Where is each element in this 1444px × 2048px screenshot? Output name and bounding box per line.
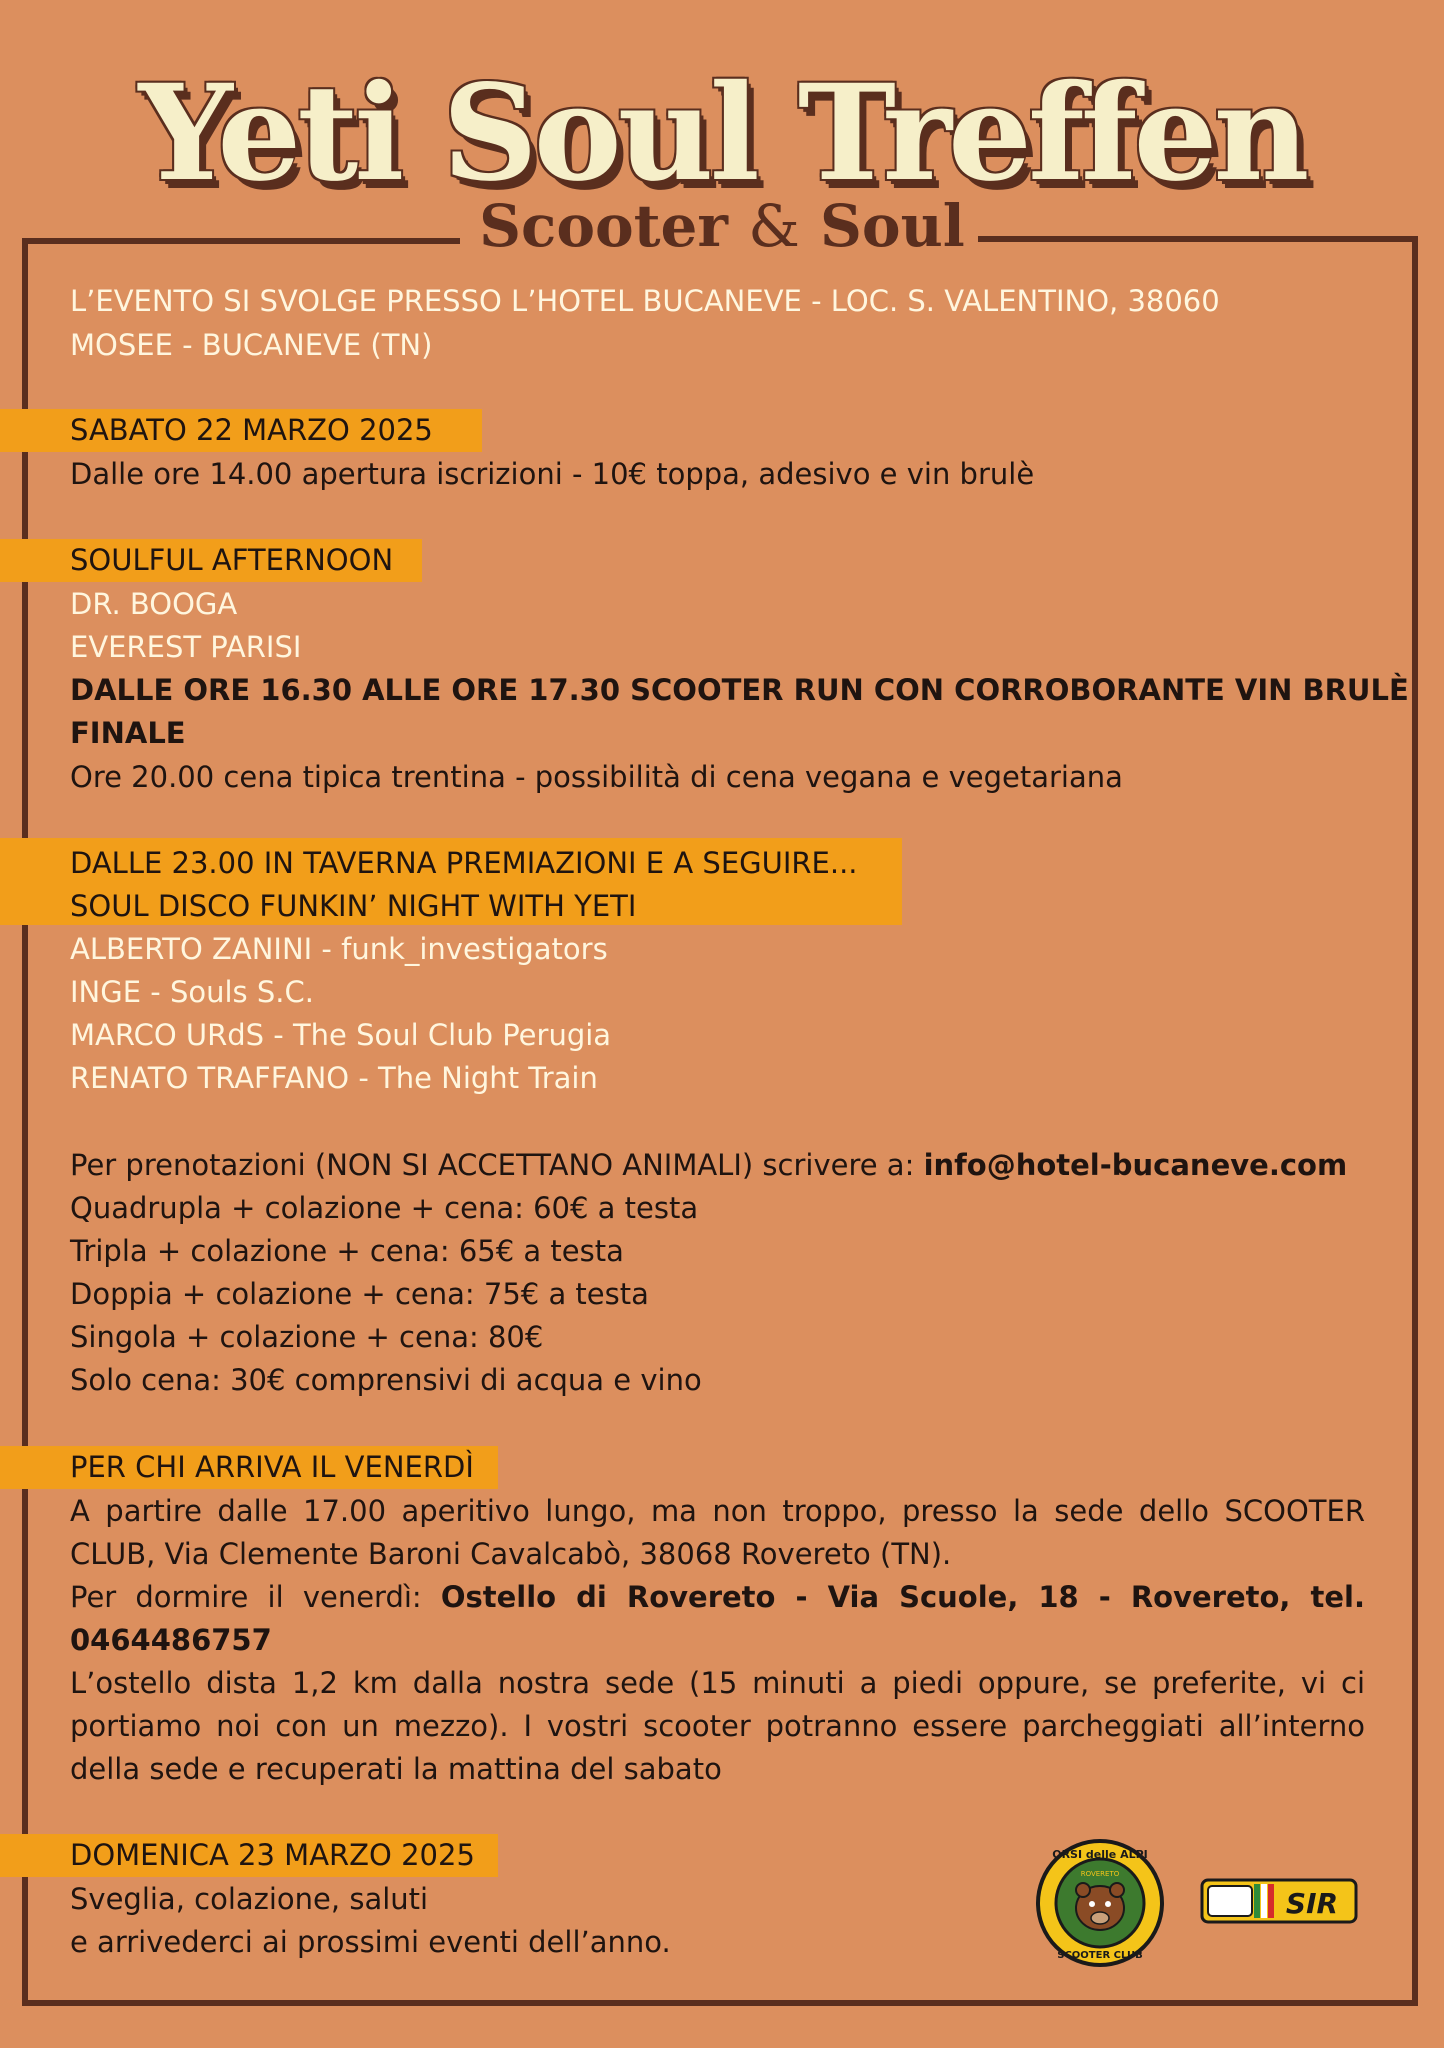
frame-right <box>1412 236 1418 2006</box>
friday-sleep-label: Per dormire il venerdì: <box>70 1580 441 1614</box>
hostel-line-1: L’ostello dista 1,2 km dalla nostra sede (15 minuti a piedi oppure, se preferite, vi ci <box>70 1666 1365 1700</box>
flag-green-stripe <box>1254 1884 1260 1918</box>
night-dj-3: MARCO URdS - The Soul Club Perugia <box>70 1018 612 1052</box>
night-dj-1: ALBERTO ZANINI - funk_investigators <box>70 932 608 966</box>
sunday-line-2: e arrivederci ai prossimi eventi dell’anno. <box>70 1925 671 1959</box>
bear-eye-right <box>1105 1901 1111 1907</box>
afternoon-dj-1: DR. BOOGA <box>70 587 238 621</box>
booking-line <box>70 1144 1365 1187</box>
scooter-run-line-1: DALLE ORE 16.30 ALLE ORE 17.30 SCOOTER RUN CON CORROBORANTE VIN BRULÈ <box>70 673 1409 707</box>
friday-heading: PER CHI ARRIVA IL VENERDÌ <box>70 1450 474 1484</box>
venue-line-2: MOSEE - BUCANEVE (TN) <box>70 328 433 362</box>
sunday-heading: DOMENICA 23 MARZO 2025 <box>70 1838 475 1872</box>
night-dj-2: INGE - Souls S.C. <box>70 975 314 1009</box>
friday-sleep-line <box>70 1576 1365 1619</box>
booking-email-link[interactable]: info@hotel-bucaneve.com <box>923 1148 1348 1182</box>
saturday-heading: SABATO 22 MARZO 2025 <box>70 413 433 447</box>
sunday-line-1: Sveglia, colazione, saluti <box>70 1882 429 1916</box>
hostel-line-3: della sede e recuperati la mattina del sabato <box>70 1752 722 1786</box>
flag-red-stripe <box>1268 1884 1274 1918</box>
orsi-logo-top-text: ORSI delle ALPI <box>1052 1848 1148 1861</box>
saturday-registration: Dalle ore 14.00 apertura iscrizioni - 10€ toppa, adesivo e vin brulè <box>70 457 1035 491</box>
scooter-run-line-2: FINALE <box>70 716 186 750</box>
friday-line-1: A partire dalle 17.00 aperitivo lungo, ma non troppo, presso la sede dello SCOOTER <box>70 1494 1365 1528</box>
poster-subtitle <box>0 194 1444 258</box>
bear-snout <box>1091 1912 1109 1924</box>
bear-eye-left <box>1089 1901 1095 1907</box>
sir-logo-text: SIR <box>1285 1887 1339 1920</box>
sir-logo <box>1200 1876 1358 1926</box>
friday-sleep-place: Ostello di Rovereto - Via Scuole, 18 - Rovereto, tel. <box>440 1580 1365 1614</box>
venue-line-1: L’EVENTO SI SVOLGE PRESSO L’HOTEL BUCANEVE - LOC. S. VALENTINO, 38060 <box>70 284 1220 318</box>
subtitle-ampersand: & <box>748 192 800 260</box>
frame-top-right <box>978 236 1418 242</box>
orsi-logo-bottom-text: SCOOTER CLUB <box>1057 1950 1143 1961</box>
orsi-logo-inner-text: ROVERETO <box>1080 1870 1120 1878</box>
subtitle-soul: Soul <box>820 192 965 260</box>
afternoon-dj-2: EVEREST PARISI <box>70 630 302 664</box>
scooter-icon <box>1208 1886 1252 1916</box>
afternoon-heading: SOULFUL AFTERNOON <box>70 543 394 577</box>
subtitle-scooter: Scooter <box>479 192 728 260</box>
bear-ear-right-icon <box>1110 1883 1124 1897</box>
price-singola: Singola + colazione + cena: 80€ <box>70 1320 544 1354</box>
frame-left <box>22 238 28 2006</box>
flag-white-stripe <box>1261 1884 1267 1918</box>
price-quadrupla: Quadrupla + colazione + cena: 60€ a testa <box>70 1191 699 1225</box>
price-tripla: Tripla + colazione + cena: 65€ a testa <box>70 1234 624 1268</box>
poster-title: Yeti Soul Treffen <box>138 56 1306 211</box>
booking-intro: Per prenotazioni (NON SI ACCETTANO ANIMALI) scrivere a: <box>70 1148 924 1182</box>
night-heading-1: DALLE 23.00 IN TAVERNA PREMIAZIONI E A SEGUIRE... <box>70 846 858 880</box>
price-doppia: Doppia + colazione + cena: 75€ a testa <box>70 1277 649 1311</box>
frame-top-left <box>22 238 460 244</box>
frame-bottom <box>22 2000 1418 2006</box>
bear-ear-left-icon <box>1076 1883 1090 1897</box>
friday-phone: 0464486757 <box>70 1623 272 1657</box>
hostel-line-2: portiamo noi con un mezzo). I vostri scooter potranno essere parcheggiati all’interno <box>70 1709 1365 1743</box>
price-solo-cena: Solo cena: 30€ comprensivi di acqua e vino <box>70 1363 702 1397</box>
friday-line-2: CLUB, Via Clemente Baroni Cavalcabò, 38068 Rovereto (TN). <box>70 1537 952 1571</box>
orsi-delle-alpi-logo <box>1035 1838 1165 1968</box>
night-dj-4: RENATO TRAFFANO - The Night Train <box>70 1061 598 1095</box>
night-heading-2: SOUL DISCO FUNKIN’ NIGHT WITH YETI <box>70 889 637 923</box>
dinner-line: Ore 20.00 cena tipica trentina - possibilità di cena vegana e vegetariana <box>70 760 1123 794</box>
